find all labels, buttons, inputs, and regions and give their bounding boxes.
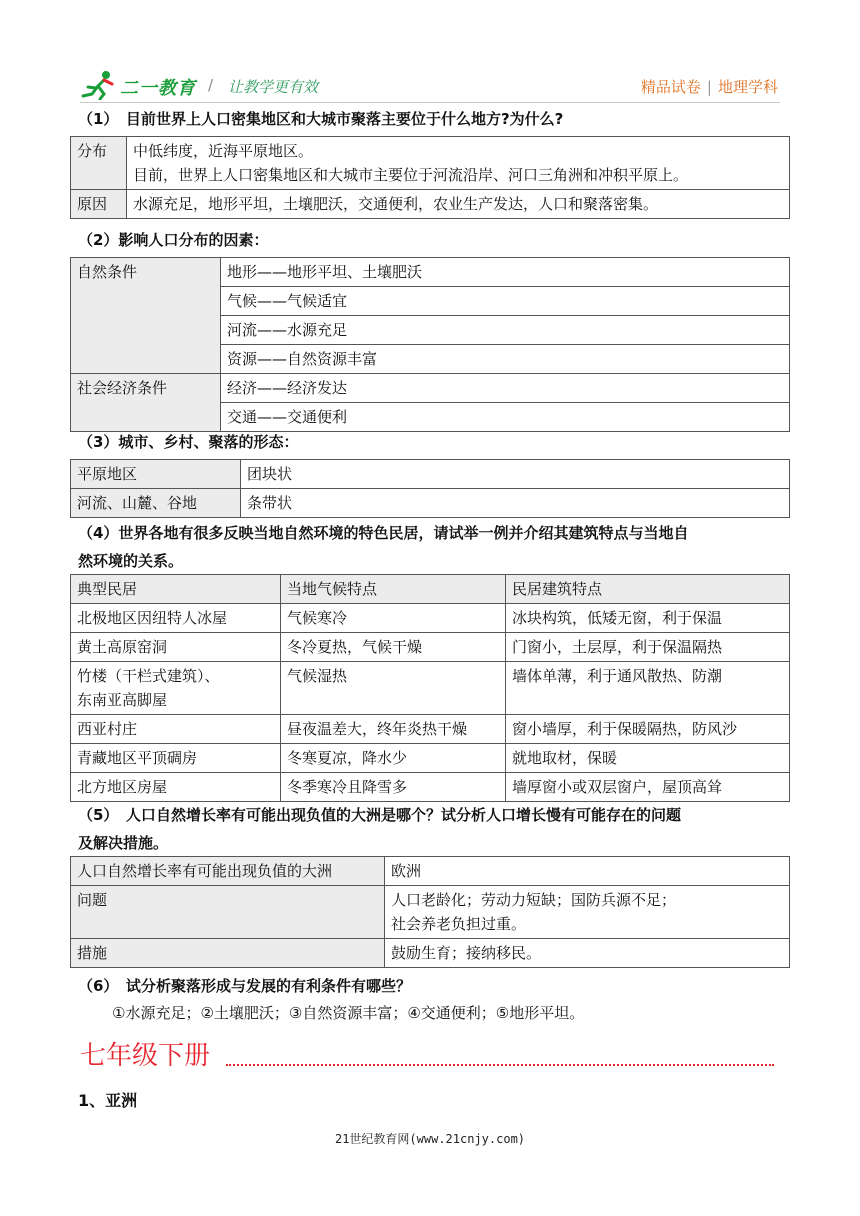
- q3-title: （3）城市、乡村、聚落的形态：: [78, 433, 299, 451]
- q1-value: 水源充足，地形平坦，土壤肥沃，交通便利，农业生产发达，人口和聚落密集。: [127, 190, 790, 219]
- q2-group-label: 自然条件: [71, 258, 221, 374]
- table-row: 西亚村庄 昼夜温差大，终年炎热干燥 窗小墙厚，利于保暖隔热，防风沙: [71, 715, 790, 744]
- table-row: 河流——水源充足: [71, 316, 790, 345]
- q5-title-line2: 及解决措施。: [78, 834, 169, 852]
- table-row: 资源——自然资源丰富: [71, 345, 790, 374]
- q1-table: [70, 136, 790, 219]
- table-row: 社会经济条件 经济——经济发达: [71, 374, 790, 403]
- runner-logo-icon: [80, 70, 120, 100]
- page-header: 二一教育 / 让教学更有效 精品试卷 | 地理学科: [80, 70, 780, 104]
- grade-title: 七年级下册: [80, 1041, 211, 1071]
- table-row: 问题 人口老龄化；劳动力短缺；国防兵源不足； 社会养老负担过重。: [71, 886, 790, 939]
- q2-table: [70, 257, 790, 432]
- table-row: 河流、山麓、谷地 条带状: [71, 489, 790, 518]
- table-row: 交通——交通便利: [71, 403, 790, 432]
- table-row: 人口自然增长率有可能出现负值的大洲 欧洲: [71, 857, 790, 886]
- logo-text: 二一教育: [120, 78, 196, 99]
- table-row: 黄土高原窑洞 冬冷夏热，气候干燥 门窗小，土层厚，利于保温隔热: [71, 633, 790, 662]
- table-row: 北极地区因纽特人冰屋 气候寒冷 冰块构筑，低矮无窗，利于保温: [71, 604, 790, 633]
- header-subject: 精品试卷 | 地理学科: [640, 78, 778, 96]
- table-row: 自然条件 地形——地形平坦、土壤肥沃: [71, 258, 790, 287]
- table-row: 北方地区房屋 冬季寒冷且降雪多 墙厚窗小或双层窗户，屋顶高耸: [71, 773, 790, 802]
- q5-table: [70, 856, 790, 968]
- q1-value: 中低纬度，近海平原地区。 目前，世界上人口密集地区和大城市主要位于河流沿岸、河口三角洲和冲积平原上。: [127, 137, 790, 190]
- table-row: [71, 190, 790, 219]
- q1-label: 原因: [71, 190, 127, 219]
- table-row: 措施 鼓励生育；接纳移民。: [71, 939, 790, 968]
- page-footer: 21世纪教育网(www.21cnjy.com): [334, 1132, 526, 1146]
- table-row: 气候——气候适宜: [71, 287, 790, 316]
- table-row: 平原地区 团块状: [71, 460, 790, 489]
- dotted-divider: [226, 1064, 774, 1066]
- section-title: 1、亚洲: [78, 1091, 138, 1110]
- table-row: [71, 137, 790, 190]
- table-row: 竹楼（干栏式建筑）、 东南亚高脚屋 气候湿热 墙体单薄，利于通风散热、防潮: [71, 662, 790, 715]
- q2-title: （2）影响人口分布的因素：: [78, 231, 269, 249]
- q3-table: [70, 459, 790, 518]
- q5-title-line1: （5） 人口自然增长率有可能出现负值的大洲是哪个？试分析人口增长慢有可能存在的问题: [78, 806, 681, 824]
- q1-label: 分布: [71, 137, 127, 190]
- q4-title-line2: 然环境的关系。: [78, 552, 184, 570]
- q6-answer: ①水源充足；②土壤肥沃；③自然资源丰富；④交通便利；⑤地形平坦。: [112, 1004, 585, 1022]
- q4-table: [70, 574, 790, 802]
- q4-title-line1: （4）世界各地有很多反映当地自然环境的特色民居，请试举一例并介绍其建筑特点与当地自: [78, 524, 689, 542]
- q2-group-label: 社会经济条件: [71, 374, 221, 432]
- q1-title: （1） 目前世界上人口密集地区和大城市聚落主要位于什么地方?为什么?: [78, 110, 564, 128]
- table-header-row: 典型民居 当地气候特点 民居建筑特点: [71, 575, 790, 604]
- table-row: 青藏地区平顶碉房 冬寒夏凉，降水少 就地取材，保暖: [71, 744, 790, 773]
- header-divider: [80, 102, 780, 103]
- slogan: 让教学更有效: [228, 78, 319, 96]
- q6-title: （6） 试分析聚落形成与发展的有利条件有哪些？: [78, 977, 411, 995]
